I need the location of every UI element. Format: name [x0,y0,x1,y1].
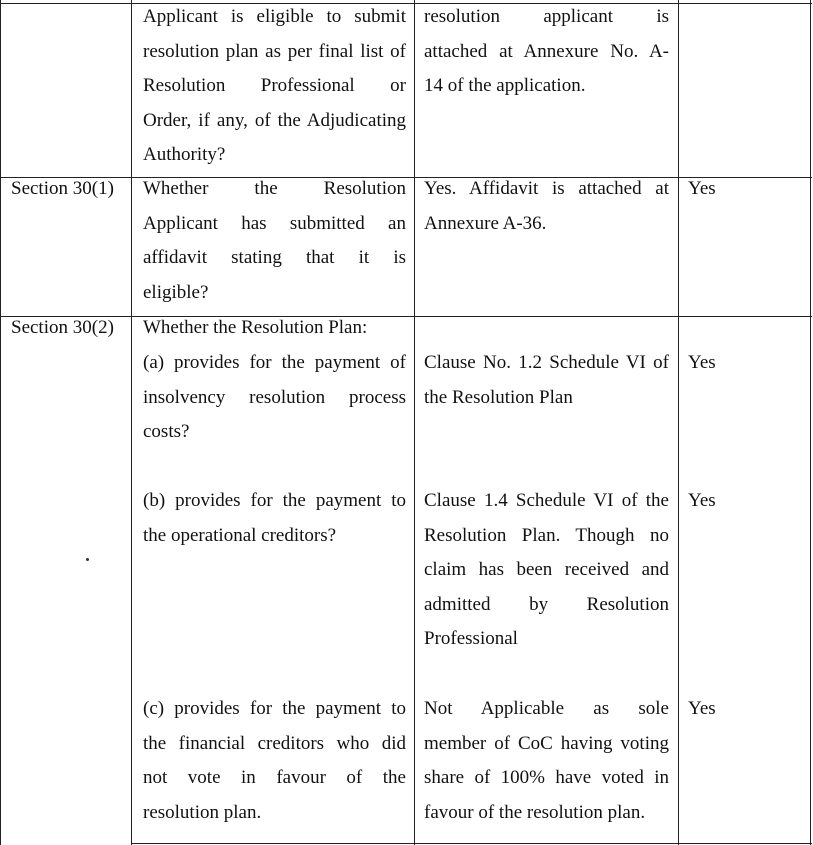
row2-question [143,172,406,310]
text-line: member of CoC having voting [424,732,669,754]
compliance-value: Yes [688,490,716,511]
text-line: eligible? [143,281,209,303]
text-line: Resolution Professional or [143,75,406,96]
column-rule-3 [414,0,415,845]
text-line: not vote in favour of the [143,767,406,788]
text-line: (c) provides for the payment to [143,698,406,719]
item-a-compliance [688,346,803,381]
compliance-value: Yes [688,352,716,373]
text-line: Authority? [143,144,226,165]
item-c-question [143,692,406,830]
text-line: the operational creditors? [143,524,337,546]
text-line: Applicant has submitted an [143,212,406,234]
text-line: Clause 1.4 Schedule VI of the [424,490,669,511]
compliance-value: Yes [688,698,716,719]
item-b-answer [424,484,669,657]
item-b-question [143,484,406,553]
text-line: (b) provides for the payment to [143,490,406,511]
text-line: share of 100% have voted in [424,767,669,788]
section-label: Section 30(1) [11,178,114,199]
text-line: insolvency resolution process [143,386,406,408]
text-line: Whether the Resolution Plan: [143,317,368,338]
text-line: Whether the Resolution [143,178,406,199]
text-line: Resolution Plan. Though no [424,524,669,546]
compliance-value: Yes [688,178,716,199]
text-line: attached at Annexure No. A- [424,40,669,62]
row2-section [11,172,129,207]
text-line: Order, if any, of the Adjudicating [143,109,406,131]
text-line: resolution applicant is [424,6,669,27]
row-rule-4 [131,843,812,844]
item-c-answer [424,692,669,830]
text-line: the financial creditors who did [143,732,406,754]
column-rule-5 [810,0,811,845]
text-line: Clause No. 1.2 Schedule VI of [424,352,669,373]
text-line: (a) provides for the payment of [143,352,406,373]
text-line: Annexure A-36. [424,212,547,234]
column-rule-2 [131,0,132,845]
row2-answer [424,172,669,241]
column-rule-1 [0,0,1,845]
text-line: Not Applicable as sole [424,698,669,719]
text-line: 14 of the application. [424,75,586,96]
text-line: affidavit stating that it is [143,247,406,268]
row2-compliance [688,172,803,207]
row3-intro [143,311,406,346]
text-line: Professional [424,628,518,649]
text-line: claim has been received and [424,559,669,580]
scan-speck [86,558,89,561]
text-line: favour of the resolution plan. [424,801,646,823]
item-c-compliance [688,692,803,727]
section-label: Section 30(2) [11,317,114,338]
item-a-answer [424,346,669,415]
row1-question [143,0,406,173]
text-line: costs? [143,421,190,442]
text-line: the Resolution Plan [424,386,573,408]
text-line: resolution plan as per final list of [143,40,406,62]
row-rule-1 [0,3,812,4]
row1-answer [424,0,669,104]
row3-section [11,311,129,346]
text-line: Applicant is eligible to submit [143,6,406,27]
text-line: Yes. Affidavit is attached at [424,178,669,199]
item-a-question [143,346,406,450]
text-line: resolution plan. [143,801,262,823]
column-rule-4 [678,0,679,845]
item-b-compliance [688,484,803,519]
text-line: admitted by Resolution [424,593,669,615]
